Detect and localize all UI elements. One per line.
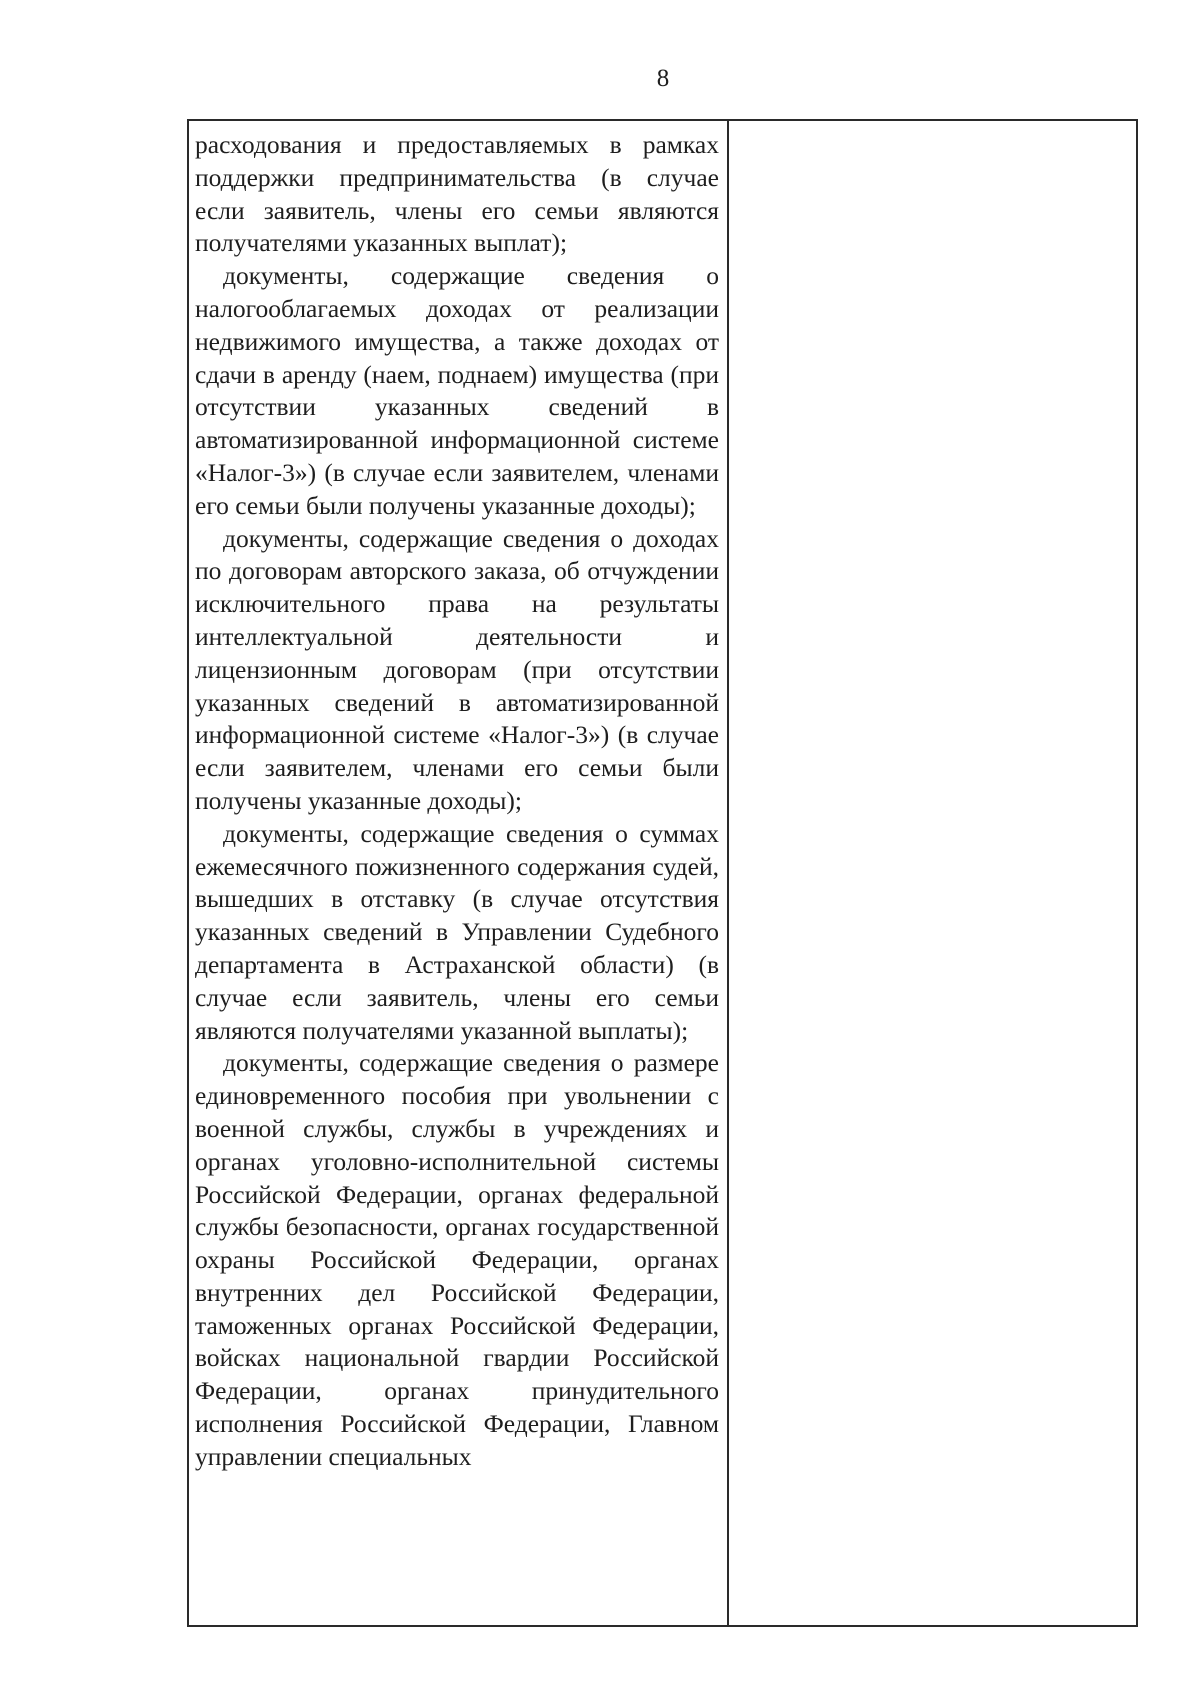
- continuation-line: расходования и предоставляемых в рамках: [195, 130, 719, 159]
- document-table: [187, 119, 1138, 1627]
- paragraph-severance-allowance: документы, содержащие сведения о размере единовременного пособия при увольнении с военной службы, службы в учреждениях и органах уголовно-исполнительной системы Российской Федерации, органах федеральной службы безопасности, органах государственной охраны Российской Федерации, органах внутренних дел Российской Федерации, таможенных органах Российской Федерации, войсках национальной гвардии Российской Федерации, органах принудительного исполнения Российской Федерации, Главном управлении специальных: [195, 1048, 719, 1471]
- column-divider: [727, 121, 729, 1625]
- paragraph-judges-allowance: документы, содержащие сведения о суммах ежемесячного пожизненного содержания судей, вышедших в отставку (в случае отсутствия указанных сведений в Управлении Судебного департамента в Астраханской области) (в случае если заявитель, члены его семьи являются получателями указанной выплаты);: [195, 818, 719, 1045]
- continuation-line: если заявитель, члены его семьи являются: [195, 195, 719, 225]
- continuation-line: поддержки предпринимательства (в случае: [195, 162, 719, 192]
- paragraph-real-estate-income: документы, содержащие сведения о налогооблагаемых доходах от реализации недвижимого имущества, а также доходах от сдачи в аренду (наем, поднаем) имущества (при отсутствии указанных сведений в автоматизированной информационной системе «Налог-3») (в случае если заявителем, членами его семьи были получены указанные доходы);: [195, 261, 719, 520]
- right-cell: [731, 121, 1136, 1625]
- page-number: 8: [656, 65, 670, 92]
- continuation-line: получателями указанных выплат);: [195, 228, 568, 258]
- paragraph-copyright-income: документы, содержащие сведения о доходах по договорам авторского заказа, об отчуждении исключительного права на результаты интеллектуальной деятельности и лицензионным договорам (при отсутствии указанных сведений в автоматизированной информационной системе «Налог-3») (в случае если заявителем, членами его семьи были получены указанные доходы);: [195, 523, 719, 815]
- left-cell: [195, 129, 719, 1474]
